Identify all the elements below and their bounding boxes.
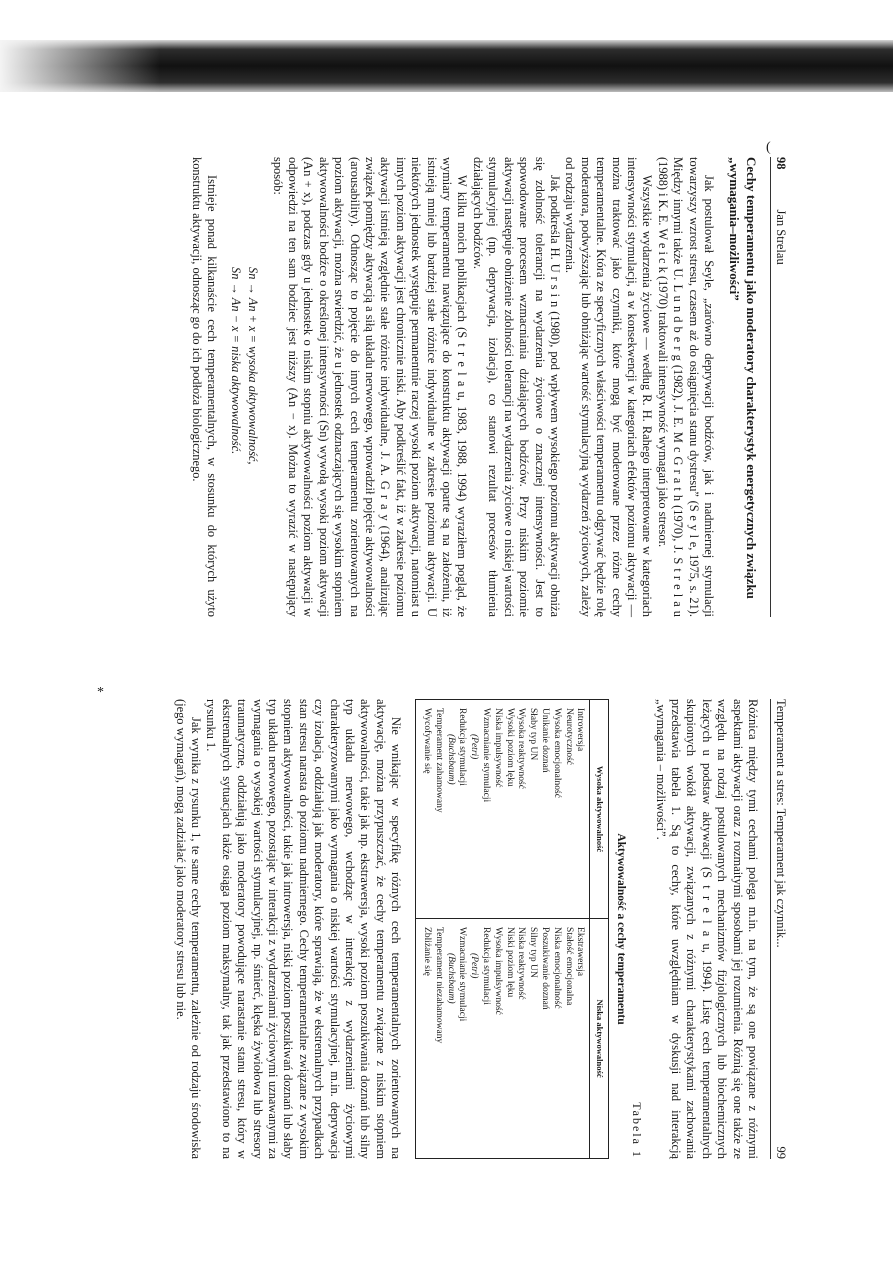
table-cell: Introwersja bbox=[575, 708, 586, 752]
running-head: Temperament a stres: Temperament jak czynnik... bbox=[774, 699, 788, 948]
table-cell: Unikanie doznań bbox=[539, 708, 550, 773]
page-header bbox=[770, 157, 788, 617]
margin-footnote-mark: * bbox=[97, 685, 104, 700]
table-cell: Wysoka emocjonalność bbox=[551, 708, 562, 798]
table-cell: Redukcja stymulacji bbox=[457, 708, 468, 786]
table-column-low bbox=[416, 919, 590, 1159]
table-cell: Poszukiwanie doznań bbox=[539, 927, 550, 1010]
table-column-high bbox=[416, 700, 590, 919]
table-cell: Wzmacnianie stymulacji bbox=[457, 927, 468, 1022]
formula-high-arousability: Sn → An + x = wysoka aktywowalność, bbox=[246, 267, 261, 465]
table-cell: Redukcja stymulacji bbox=[480, 927, 491, 1005]
table-header-high: Wysoka aktywowalność bbox=[590, 700, 609, 919]
table-cell: Niski poziom lęku bbox=[504, 927, 515, 998]
page-number: 98 bbox=[774, 157, 788, 170]
table-cell: Ekstrawersja bbox=[575, 927, 586, 977]
table-cell: Temperament niezahamowany bbox=[433, 927, 444, 1044]
table-title: Aktywowalność a cechy temperamentu bbox=[615, 833, 628, 1025]
table-cell: (Petri) bbox=[469, 734, 480, 760]
table-cell: Silny typ UN bbox=[528, 927, 539, 978]
paragraph: Jak wynika z rysunku 1, te same cechy temperamentu, zależnie od rodzaju środowiska (jego wymagań), mogą zadziałać jako moderatory stresu lub nie. bbox=[173, 699, 203, 1159]
table-cell: Niska reaktywność bbox=[516, 927, 527, 1000]
page-number: 99 bbox=[774, 1146, 788, 1159]
paragraph: Różnica między tymi cechami polega m.in. na tym, że są one powiązane z różnymi aspektami aktywacji oraz z rozmaitymi sposobami jej rozumienia. Różnią się one także ze względu na rodzaj postulowanych mechanizmów fizjologicznych lub biochemicznych leżących u podstaw aktywacji (S t r e l a u, 1994). Listę cech temperamentalnych skupionych wokół aktywacji, związanych z różnymi charakterystykami zachowania przedstawia tabela 1. Są to cechy, które uwzględniam w dyskusji nad interakcją „wymagania – możliwości”. bbox=[653, 699, 760, 1159]
table-cell: Słaby typ UN bbox=[528, 708, 539, 761]
table-cell: Temperament zahamowany bbox=[433, 708, 444, 813]
table-header-low: Niska aktywowalność bbox=[590, 919, 609, 1159]
margin-bracket-mark: ( bbox=[766, 140, 771, 155]
paragraph: Jak postulował Seyle, „zarówno deprywacji bodźców, jak i nadmiernej stymulacji towarzyszy wzrost stresu, czasem aż do osiągnięcia stanu dystresu” (S e y l e, 1975, s. 21). Między innymi także U. L u n d b e r g (1982), J. E. M c G r a t h (1970), J. S t r e l a u (1988) i K. E. W e i c k (1970) traktowali intensywność wymagań jako stresor. bbox=[655, 157, 716, 617]
formula-block bbox=[227, 267, 261, 617]
table-cell: Wysoka reaktywność bbox=[516, 708, 527, 789]
running-head: Jan Strelau bbox=[774, 209, 788, 265]
paragraph: Wszystkie wydarzenia życiowe — według R. H. Rahego interpretowane w kategoriach intensywności stymulacji, a w konsekwencji w kategoriach efektów poziomu aktywacji — można traktować jako czynniki, które mogą być moderowane przez różne cechy temperamentalne. Która ze specyficznych właściwości temperamentu odgrywać będzie rolę moderatora, podwyższając lub obniżając wartość stymulacyjną wydarzeń życiowych, zależy od rodzaju wydarzenia. bbox=[563, 157, 655, 617]
scan-shadow-fade bbox=[0, 40, 160, 92]
table-cell: Wysoki poziom lęku bbox=[504, 708, 515, 787]
table-cell: Wysoka impulsywność bbox=[492, 927, 503, 1015]
paragraph: Istnieje ponad kilkanaście cech temperamentalnych, w stosunku do których użyto konstruktu aktywacji, odnosząc go do ich podłoża biologicznego. bbox=[189, 157, 220, 617]
paragraph: W kilku moich publikacjach (S t r e l a u, 1983, 1988, 1994) wyraziłem pogląd, że wymiary temperamentu nawiązujące do konstruktu aktywacji oparte są na założeniu, iż istnieją mniej lub bardziej stałe różnice indywidualne w zakresie poziomu aktywacji. U niektórych jednostek występuje permanentnie raczej wysoki poziom aktywacji, natomiast u innych poziom aktywacji jest chronicznie niski. Aby podkreślić fakt, iż w zakresie poziomu aktywacji istnieją względnie stałe różnice indywidualne, J. A. G r a y (1964), analizując związek pomiędzy aktywacją a siłą układu nerwowego, wprowadził pojęcie aktywowalności (arousability). Odnosząc to pojęcie do innych cech temperamentu zorientowanych na poziom aktywacji, można stwierdzić, że u jednostek odznaczających się wysokim stopniem aktywowalności bodźce o określonej intensywności (Sn) wywołą wysoki poziom aktywacji (An + x), podczas gdy u jednostek o niskim stopniu aktywowalności poziom aktywacji w odpowiedzi na ten sam bodziec jest niższy (An − x). Można to wyrazić w następujący sposób: bbox=[270, 157, 470, 617]
table-cell: (Buchsbaum) bbox=[445, 953, 456, 1004]
table-cell: Wycofywanie się bbox=[422, 708, 432, 774]
formula-low-arousability: Sn → An − x = niska aktywowalność. bbox=[229, 267, 244, 455]
arousability-table bbox=[415, 699, 609, 1159]
page-99 bbox=[98, 699, 788, 1159]
table-cell: Stałość emocjonalna bbox=[563, 927, 574, 1006]
table-cell: Neurotyczność bbox=[563, 708, 574, 765]
table-cell: (Buchsbaum) bbox=[445, 734, 456, 785]
paragraph: Nie wnikając w specyfikę różnych cech temperamentalnych zorientowanych na aktywację, można przypuszczać, że cechy temperamentu związane z niskim stopniem aktywowalności, takie jak np. ekstrawersja, wysoki poziom poszukiwania doznań lub silny typ układu nerwowego, wchodząc w interakcję z wydarzeniami życiowymi charakteryzowanymi jako wymagania o niskiej wartości stymulacyjnej, m.in. deprywacja czy izolacja, oddziałują jak moderatory, które sprawiają, że w ekstremalnych przypadkach stan stresu narasta do poziomu nadmiernego. Cechy temperamentalne związane z wysokim stopniem aktywowalności, takie jak introwersja, niski poziom poszukiwań doznań lub słaby typ układu nerwowego, pozostając w interakcji z wydarzeniami życiowymi uznawanymi za wymagania o wysokiej wartości stymulacyjnej, np. śmierć, klęska żywiołowa lub stresory traumatyczne, oddziałują jako moderatory powodujące narastanie stanu stresu, który w ekstremalnych sytuacjach także osiąga poziom maksymalny, tak jak przedstawiono to na rysunku 1. bbox=[204, 699, 404, 1159]
page-98 bbox=[98, 157, 788, 617]
paragraph: Jak podkreśla H. U r s i n (1980), pod wpływem wysokiego poziomu aktywacji obniża się zdolność tolerancji na wydarzenia życiowe o znacznej intensywności. Jest to spowodowane procesem wzmacniania działających bodźców. Przy niskim poziomie aktywacji następuje obniżenie zdolności tolerancji na wydarzenia życiowe o niskiej wartości stymulacyjnej (np. deprywacja, izolacja), co stanowi rezultat procesów tłumienia działających bodźców. bbox=[470, 157, 562, 617]
table-cell: (Petri) bbox=[469, 953, 480, 979]
table-caption: Tabela 1 bbox=[630, 1102, 645, 1159]
table-cell: Zbliżanie się bbox=[422, 927, 432, 976]
page-header bbox=[770, 699, 788, 1159]
section-title: Cechy temperamentu jako moderatory charakterystyk energetycznych związku „wymagania–możliwości” bbox=[727, 157, 759, 599]
table-cell: Niska emocjonalność bbox=[551, 927, 562, 1009]
table-cell: Niska impulsywność bbox=[492, 708, 503, 788]
table-cell: Wzmacnianie stymulacji bbox=[480, 708, 491, 803]
